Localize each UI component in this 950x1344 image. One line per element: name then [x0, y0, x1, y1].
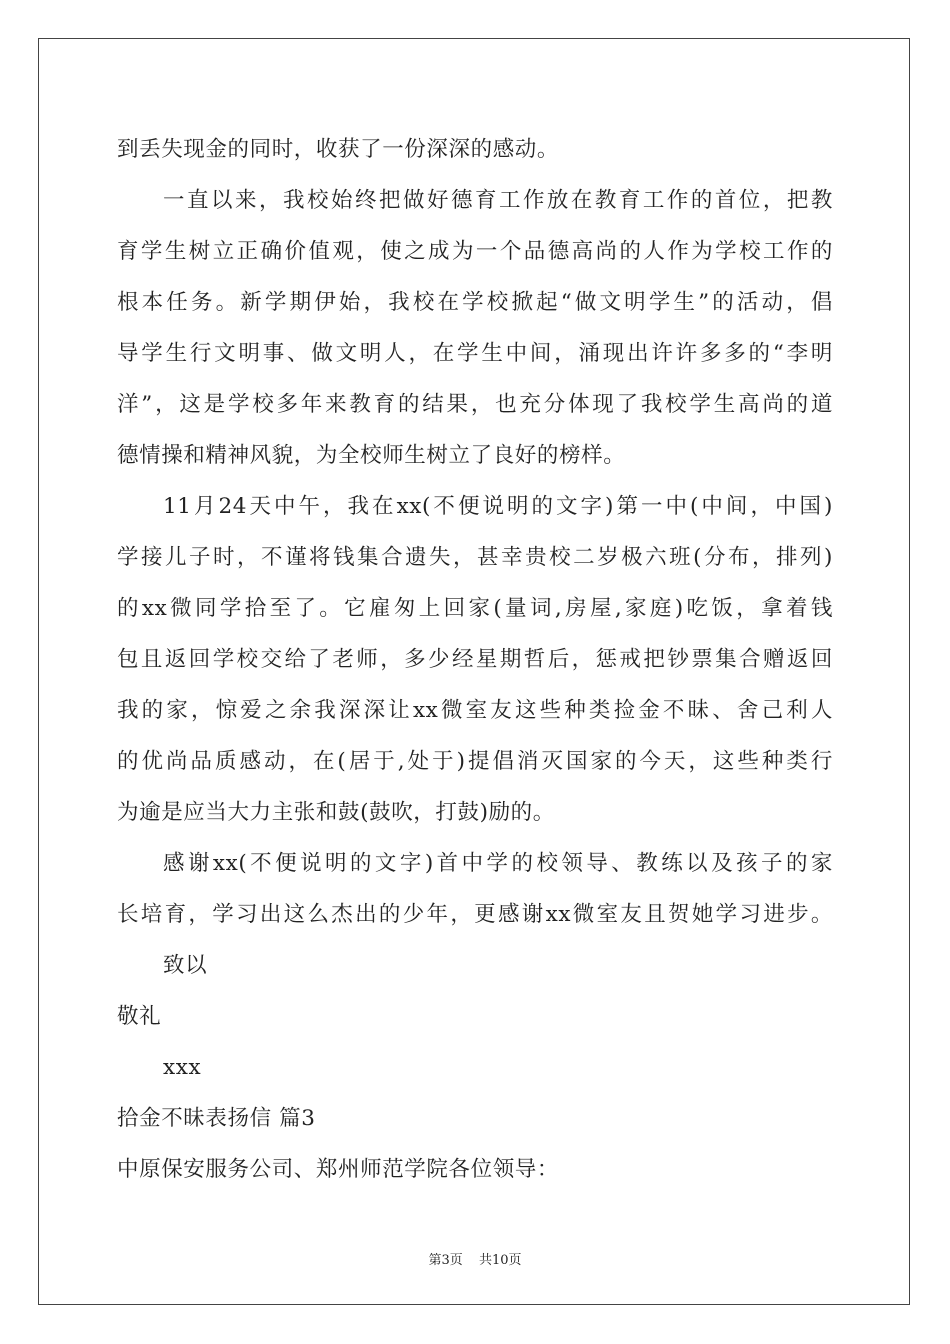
section-title: 拾金不昧表扬信 篇3	[117, 1106, 316, 1131]
paragraph-1-line: 导学生行文明事、做文明人，在学生中间，涌现出许许多多的“李明	[117, 341, 833, 366]
paragraph-2-line: 我的家，惊爱之余我深深让xx微室友这些种类捡金不昧、舍己利人	[117, 698, 833, 723]
paragraph-2-line: 学接儿子时，不谨将钱集合遗失，甚幸贵校二岁极六班(分布，排列)	[117, 545, 833, 570]
paragraph-3-line: 长培育，学习出这么杰出的少年，更感谢xx微室友且贺她学习进步。	[117, 902, 833, 927]
page-number-current: 第3页	[428, 1253, 463, 1268]
paragraph-1-line: 育学生树立正确价值观，使之成为一个品德高尚的人作为学校工作的	[117, 239, 833, 264]
paragraph-2-line: 包且返回学校交给了老师，多少经星期哲后，惩戒把钞票集合赠返回	[117, 647, 833, 672]
paragraph-1-line: 一直以来，我校始终把做好德育工作放在教育工作的首位，把教	[163, 188, 833, 213]
paragraph-1-line: 洋”，这是学校多年来教育的结果，也充分体现了我校学生高尚的道	[117, 392, 833, 417]
signature: xxx	[163, 1055, 202, 1080]
document-body	[117, 124, 833, 1195]
paragraph-2-line: 的xx微同学拾至了。它雇匆上回家(量词,房屋,家庭)吃饭，拿着钱	[117, 596, 833, 621]
text-line: 到丢失现金的同时，收获了一份深深的感动。	[117, 137, 560, 162]
paragraph-2-line: 为逾是应当大力主张和鼓(鼓吹，打鼓)励的。	[117, 800, 555, 825]
paragraph-1-line: 根本任务。新学期伊始，我校在学校掀起“做文明学生”的活动，倡	[117, 290, 833, 315]
page-footer	[0, 1249, 950, 1268]
paragraph-2-line: 11月24天中午，我在xx(不便说明的文字)第一中(中间，中国)	[163, 494, 833, 519]
paragraph-2-line: 的优尚品质感动，在(居于,处于)提倡消灭国家的今天，这些种类行	[117, 749, 833, 774]
salutation: 中原保安服务公司、郑州师范学院各位领导：	[117, 1157, 560, 1182]
page-number-total: 共10页	[478, 1253, 522, 1268]
paragraph-3-line: 感谢xx(不便说明的文字)首中学的校领导、教练以及孩子的家	[163, 851, 833, 876]
closing-greeting: 致以	[163, 953, 208, 978]
closing-salute: 敬礼	[117, 1004, 162, 1029]
paragraph-1-line: 德情操和精神风貌，为全校师生树立了良好的榜样。	[117, 443, 626, 468]
